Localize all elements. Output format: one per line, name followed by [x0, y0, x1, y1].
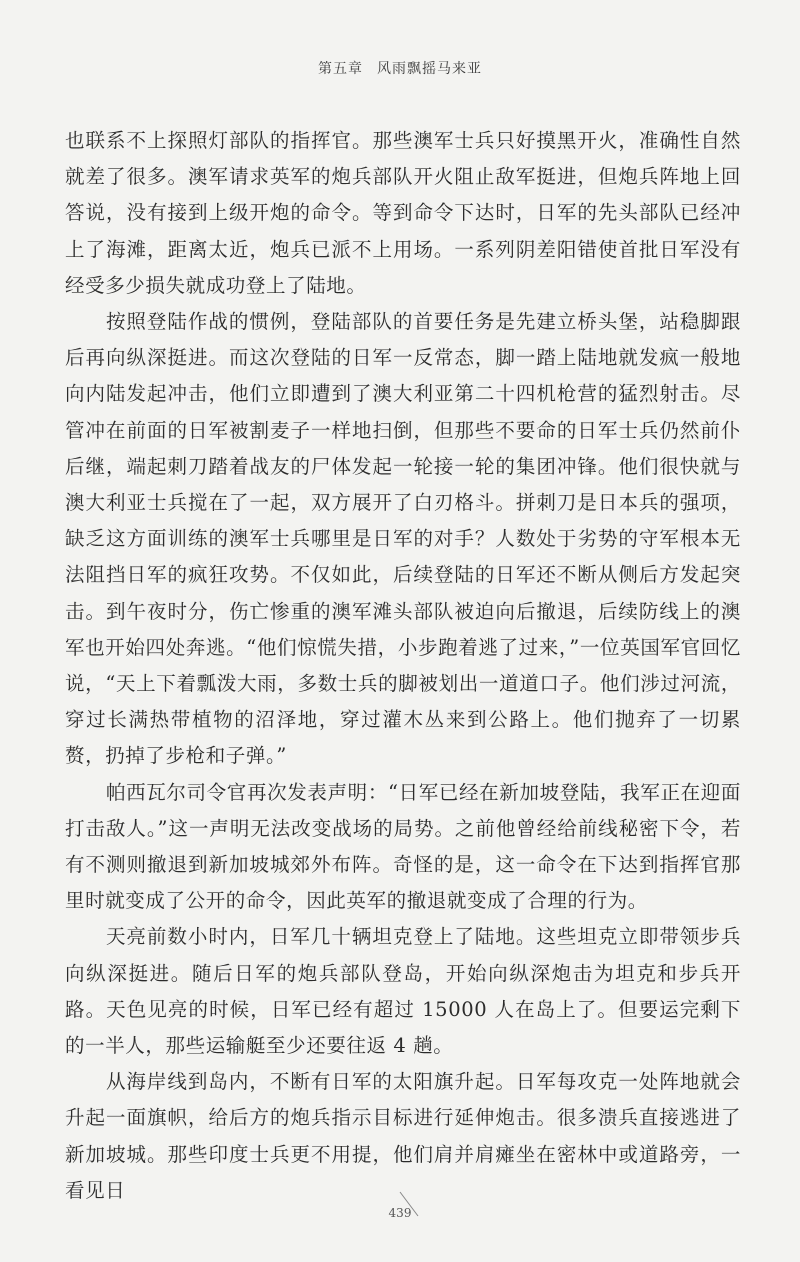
paragraph: 帕西瓦尔司令官再次发表声明：“日军已经在新加坡登陆，我军正在迎面打击敌人。”这一声明无法改变战场的局势。之前他曾经给前线秘密下令，若有不测则撤退到新加坡城郊外布阵。奇怪的是，这一命令在下达到指挥官那里时就变成了公开的命令，因此英军的撤退就变成了合理的行为。 — [65, 780, 741, 913]
paragraph: 也联系不上探照灯部队的指挥官。那些澳军士兵只好摸黑开火，准确性自然就差了很多。澳军请求英军的炮兵部队开火阻止敌军挺进，但炮兵阵地上回答说，没有接到上级开炮的命令。等到命令下达时，日军的先头部队已经冲上了海滩，距离太近，炮兵已派不上用场。一系列阴差阳错使首批日军没有经受多少损失就成功登上了陆地。 — [65, 129, 741, 297]
paragraph: 从海岸线到岛内，不断有日军的太阳旗升起。日军每攻克一处阵地就会升起一面旗帜，给后方的炮兵指示目标进行延伸炮击。很多溃兵直接逃进了新加坡城。那些印度士兵更不用提，他们肩并肩瘫坐在密林中或道路旁，一看见日 — [65, 1070, 741, 1202]
chapter-title: 风雨飘摇马来亚 — [377, 61, 482, 77]
body-text — [65, 123, 741, 1209]
chapter-label: 第五章 — [318, 61, 363, 77]
page-footer — [0, 1206, 800, 1220]
paragraph: 天亮前数小时内，日军几十辆坦克登上了陆地。这些坦克立即带领步兵向纵深挺进。随后日军的炮兵部队登岛，开始向纵深炮击为坦克和步兵开路。天色见亮的时候，日军已经有超过 15000 人在岛上了。但要运完剩下的一半人，那些运输艇至少还要往返 4 趟。 — [65, 925, 741, 1058]
running-header — [0, 58, 800, 78]
paragraph: 按照登陆作战的惯例，登陆部队的首要任务是先建立桥头堡，站稳脚跟后再向纵深挺进。而这次登陆的日军一反常态，脚一踏上陆地就发疯一般地向内陆发起冲击，他们立即遭到了澳大利亚第二十四机枪营的猛烈射击。尽管冲在前面的日军被割麦子一样地扫倒，但那些不要命的日军士兵仍然前仆后继，端起刺刀踏着战友的尸体发起一轮接一轮的集团冲锋。他们很快就与澳大利亚士兵搅在了一起，双方展开了白刃格斗。拼刺刀是日本兵的强项，缺乏这方面训练的澳军士兵哪里是日军的对手？人数处于劣势的守军根本无法阻挡日军的疯狂攻势。不仅如此，后续登陆的日军还不断从侧后方发起突击。到午夜时分，伤亡惨重的澳军滩头部队被迫向后撤退，后续防线上的澳军也开始四处奔逃。“他们惊慌失措，小步跑着逃了过来，”一位英国军官回忆说，“天上下着瓢泼大雨，多数士兵的脚被划出一道道口子。他们涉过河流，穿过长满热带植物的沼泽地，穿过灌木丛来到公路上。他们抛弃了一切累赘，扔掉了步枪和子弹。” — [65, 310, 741, 768]
page-corner-mark — [398, 1190, 420, 1218]
page-number: 439 — [388, 1206, 412, 1220]
